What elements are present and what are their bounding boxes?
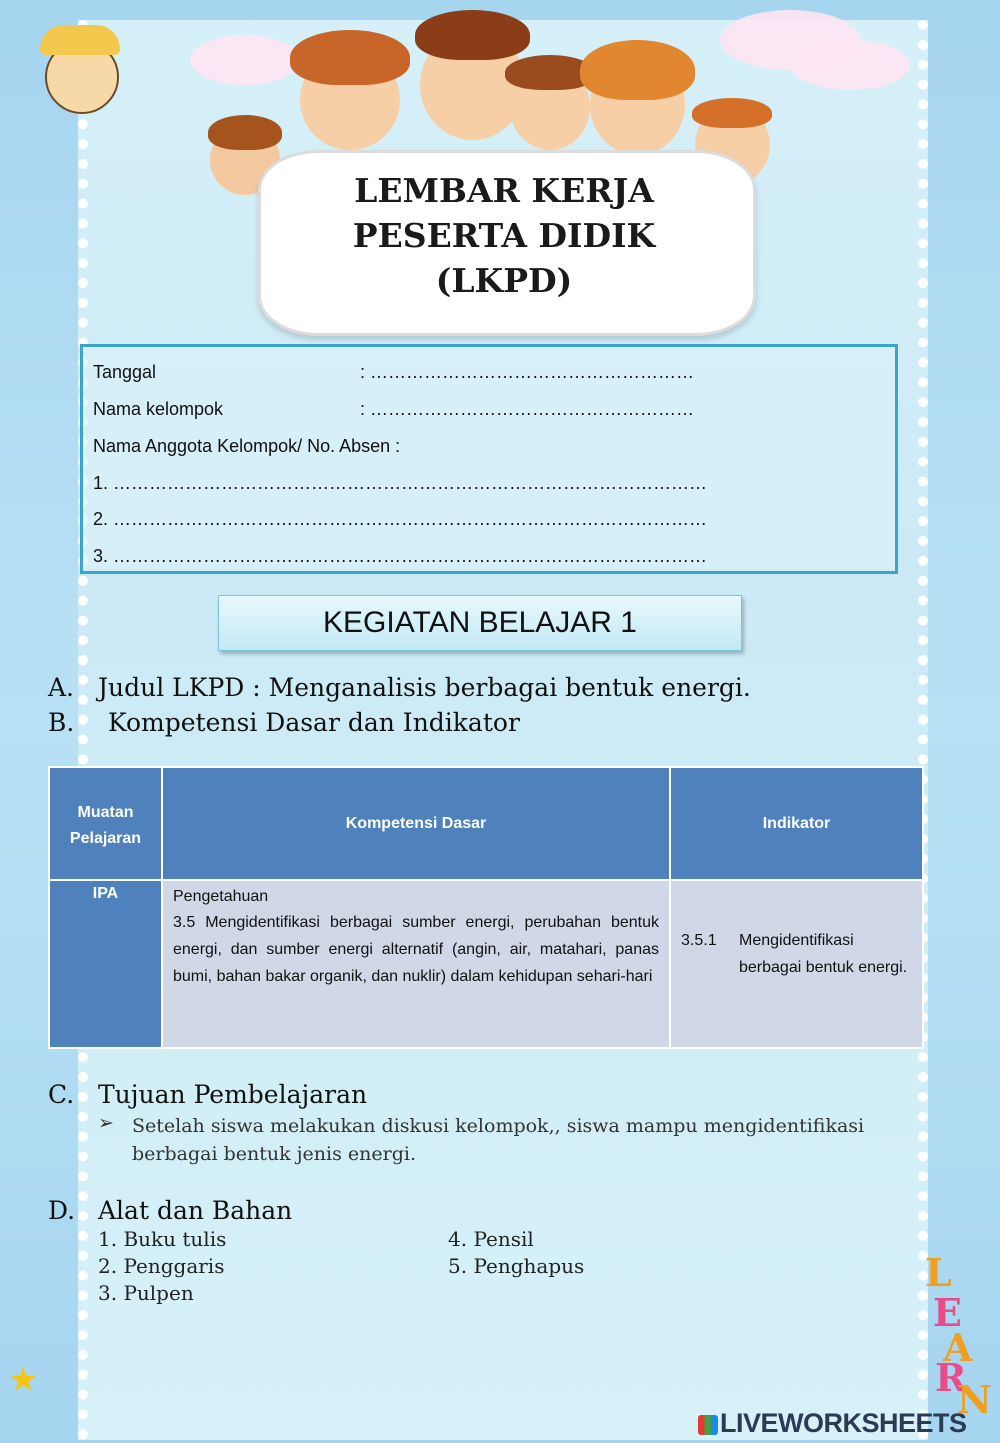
- title-line: LEMBAR KERJA: [354, 171, 654, 210]
- bullet-icon: ➢: [98, 1112, 114, 1134]
- liveworksheets-logo-icon: [698, 1415, 718, 1435]
- anggota-label: Nama Anggota Kelompok/ No. Absen :: [93, 436, 401, 456]
- kd-heading: Pengetahuan: [173, 888, 269, 905]
- list-item: 2. Penggaris: [98, 1254, 225, 1278]
- section-a-text: Judul LKPD : Menganalisis berbagai bentuk energi.: [98, 673, 751, 702]
- table-cell-kd: [161, 879, 671, 1049]
- learn-letter: L: [925, 1250, 952, 1295]
- learn-letter: E: [933, 1290, 962, 1335]
- title-line: PESERTA DIDIK: [352, 216, 656, 255]
- section-c-text: Setelah siswa melakukan diskusi kelompok,, siswa mampu mengidentifikasi berbagai bentuk jenis energi.: [132, 1115, 865, 1165]
- table-cell-subject: IPA: [48, 879, 163, 1049]
- list-item: 1. Buku tulis: [98, 1227, 227, 1251]
- liveworksheets-watermark: [698, 1408, 967, 1439]
- section-b-letter: B.: [48, 708, 75, 737]
- tanggal-label: Tanggal: [93, 362, 157, 382]
- table-header-muatan: Muatan Pelajaran: [48, 766, 163, 881]
- materials-list-right: [448, 1226, 584, 1280]
- section-a-letter: A.: [48, 673, 75, 702]
- materials-list-left: [98, 1226, 226, 1307]
- anggota-field-2[interactable]: 2. ………………………………………………………………………………………: [93, 509, 708, 529]
- kd-text: 3.5 Mengidentifikasi berbagai sumber energi, perubahan bentuk energi, dan sumber energi alternatif (angin, air, matahari, panas bumi, bahan bakar organik, dan nuklir) dalam kehidupan sehari-hari: [173, 914, 659, 985]
- cartoon-character-topleft: [20, 0, 140, 120]
- learn-letter: R: [935, 1355, 967, 1400]
- title-line: (LKPD): [435, 261, 573, 300]
- anggota-field-3[interactable]: 3. ………………………………………………………………………………………: [93, 546, 708, 566]
- tanggal-field[interactable]: : ………………………………………………: [360, 362, 695, 382]
- watermark-text: LIVEWORKSHEETS: [720, 1408, 967, 1438]
- kelompok-field[interactable]: : ………………………………………………: [360, 399, 695, 419]
- learn-decoration: [905, 1205, 995, 1422]
- list-item: 4. Pensil: [448, 1227, 534, 1251]
- table-header-indikator: Indikator: [669, 766, 924, 881]
- section-b-text: Kompetensi Dasar dan Indikator: [108, 708, 520, 737]
- section-d-letter: D.: [48, 1196, 76, 1225]
- section-c-letter: C.: [48, 1080, 75, 1109]
- indikator-number: 3.5.1: [681, 932, 717, 949]
- cloud-decoration: [790, 40, 910, 90]
- activity-title: KEGIATAN BELAJAR 1: [218, 595, 742, 651]
- section-c-title: Tujuan Pembelajaran: [98, 1080, 368, 1109]
- table-header-kd: Kompetensi Dasar: [161, 766, 671, 881]
- indikator-text: Mengidentifikasi berbagai bentuk energi.: [739, 932, 908, 976]
- anggota-field-1[interactable]: 1. ………………………………………………………………………………………: [93, 473, 708, 493]
- list-item: 5. Penghapus: [448, 1254, 585, 1278]
- star-icon: ★: [8, 1360, 39, 1400]
- table-cell-indikator: [669, 879, 924, 1049]
- learn-letter: A: [943, 1325, 973, 1370]
- list-item: 3. Pulpen: [98, 1281, 194, 1305]
- section-d-title: Alat dan Bahan: [98, 1196, 293, 1225]
- learn-letter: N: [957, 1377, 992, 1422]
- page-title: [258, 168, 750, 303]
- kelompok-label: Nama kelompok: [93, 399, 224, 419]
